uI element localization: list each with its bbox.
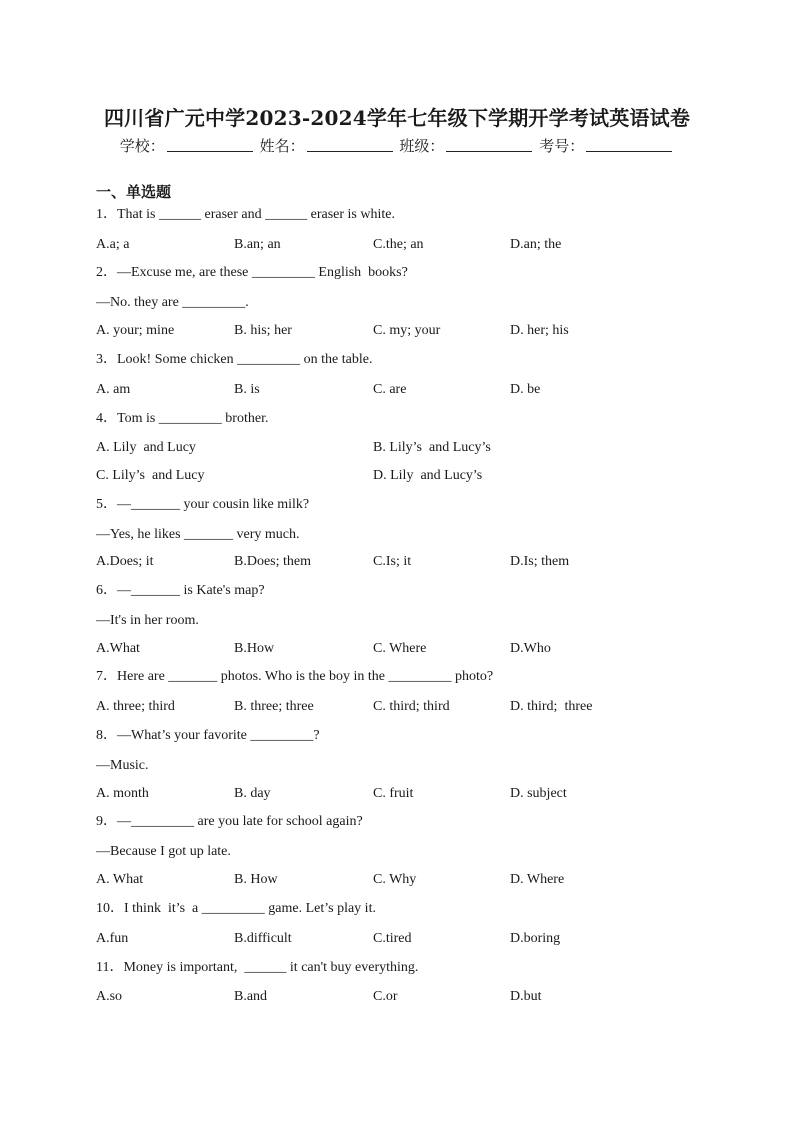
question-options [96,439,716,457]
question-stem: 3．Look! Some chicken _________ on the table. [96,352,373,367]
question-options [96,785,716,803]
option-b[interactable]: B. is [234,382,260,397]
option-c[interactable]: C. Lily’s and Lucy [96,468,205,483]
page-title: 四川省广元中学2023-2024学年七年级下学期开学考试英语试卷 [103,106,691,130]
option-a[interactable]: A.fun [96,931,129,946]
question-stem: 6．—_______ is Kate's map? [96,583,265,598]
question-stem-reply: —Music. [96,758,149,773]
option-b[interactable]: B.Does; them [234,554,311,569]
question-options [96,640,716,658]
option-d[interactable]: D.Is; them [510,554,570,569]
question-options [96,381,716,399]
question-options [96,236,716,254]
question-stem: 1．That is ______ eraser and ______ eraser is white. [96,207,395,222]
option-a[interactable]: A. am [96,382,131,397]
question-stem: 9．—_________ are you late for school again? [96,814,363,829]
question-options [96,467,716,485]
question-stem: 5．—_______ your cousin like milk? [96,497,310,512]
option-a[interactable]: A.a; a [96,237,130,252]
option-a[interactable]: A. Lily and Lucy [96,440,196,455]
option-c[interactable]: C. my; your [373,323,441,338]
question-options [96,553,716,571]
question-options [96,871,716,889]
option-b[interactable]: B.difficult [234,931,292,946]
option-b[interactable]: B. How [234,872,278,887]
option-a[interactable]: A. What [96,872,144,887]
option-a[interactable]: A.so [96,989,123,1004]
option-d[interactable]: D. subject [510,786,567,801]
student-info-row [0,135,794,156]
option-a[interactable]: A.What [96,641,140,656]
name-label: 姓名： [259,137,305,155]
option-c[interactable]: C. Why [373,872,417,887]
option-c[interactable]: C. third; third [373,699,450,714]
option-d[interactable]: D. her; his [510,323,569,338]
option-a[interactable]: A. your; mine [96,323,175,338]
question-stem-reply: —No. they are _________. [96,295,249,310]
option-d[interactable]: D.boring [510,931,561,946]
option-d[interactable]: D.but [510,989,542,1004]
number-label: 考号： [539,137,585,155]
option-d[interactable]: D. be [510,382,541,397]
option-b[interactable]: B. day [234,786,271,801]
option-d[interactable]: D. Where [510,872,565,887]
option-a[interactable]: A. month [96,786,149,801]
option-c[interactable]: C.Is; it [373,554,412,569]
class-label: 班级： [399,137,445,155]
option-b[interactable]: B. three; three [234,699,314,714]
option-c[interactable]: C.the; an [373,237,424,252]
number-blank[interactable] [586,137,672,152]
school-blank[interactable] [167,137,253,152]
question-stem: 11．Money is important, ______ it can't buy everything. [96,960,419,975]
question-stem-reply: —Because I got up late. [96,844,231,859]
option-d[interactable]: D.Who [510,641,551,656]
question-stem: 7．Here are _______ photos. Who is the boy in the _________ photo? [96,669,494,684]
question-options [96,322,716,340]
option-b[interactable]: B.How [234,641,275,656]
question-stem-reply: —Yes, he likes _______ very much. [96,527,300,542]
option-d[interactable]: D.an; the [510,237,562,252]
question-stem: 10．I think it’s a _________ game. Let’s play it. [96,901,376,916]
school-label: 学校： [119,137,165,155]
question-stem: 4．Tom is _________ brother. [96,411,269,426]
name-blank[interactable] [307,137,393,152]
option-c[interactable]: C. Where [373,641,427,656]
option-b[interactable]: B.and [234,989,268,1004]
option-a[interactable]: A.Does; it [96,554,154,569]
class-blank[interactable] [446,137,532,152]
question-stem-reply: —It's in her room. [96,613,199,628]
question-options [96,930,716,948]
option-c[interactable]: C. fruit [373,786,414,801]
option-c[interactable]: C.tired [373,931,412,946]
option-a[interactable]: A. three; third [96,699,175,714]
option-d[interactable]: D. third; three [510,699,593,714]
option-c[interactable]: C.or [373,989,398,1004]
option-c[interactable]: C. are [373,382,407,397]
option-b[interactable]: B. Lily’s and Lucy’s [373,440,491,455]
question-stem: 8．—What’s your favorite _________? [96,728,320,743]
question-options [96,698,716,716]
option-b[interactable]: B.an; an [234,237,281,252]
option-b[interactable]: B. his; her [234,323,292,338]
option-d[interactable]: D. Lily and Lucy’s [373,468,483,483]
question-stem: 2．—Excuse me, are these _________ English books? [96,265,408,280]
section-heading: 一、单选题 [96,183,172,201]
question-options [96,988,716,1006]
